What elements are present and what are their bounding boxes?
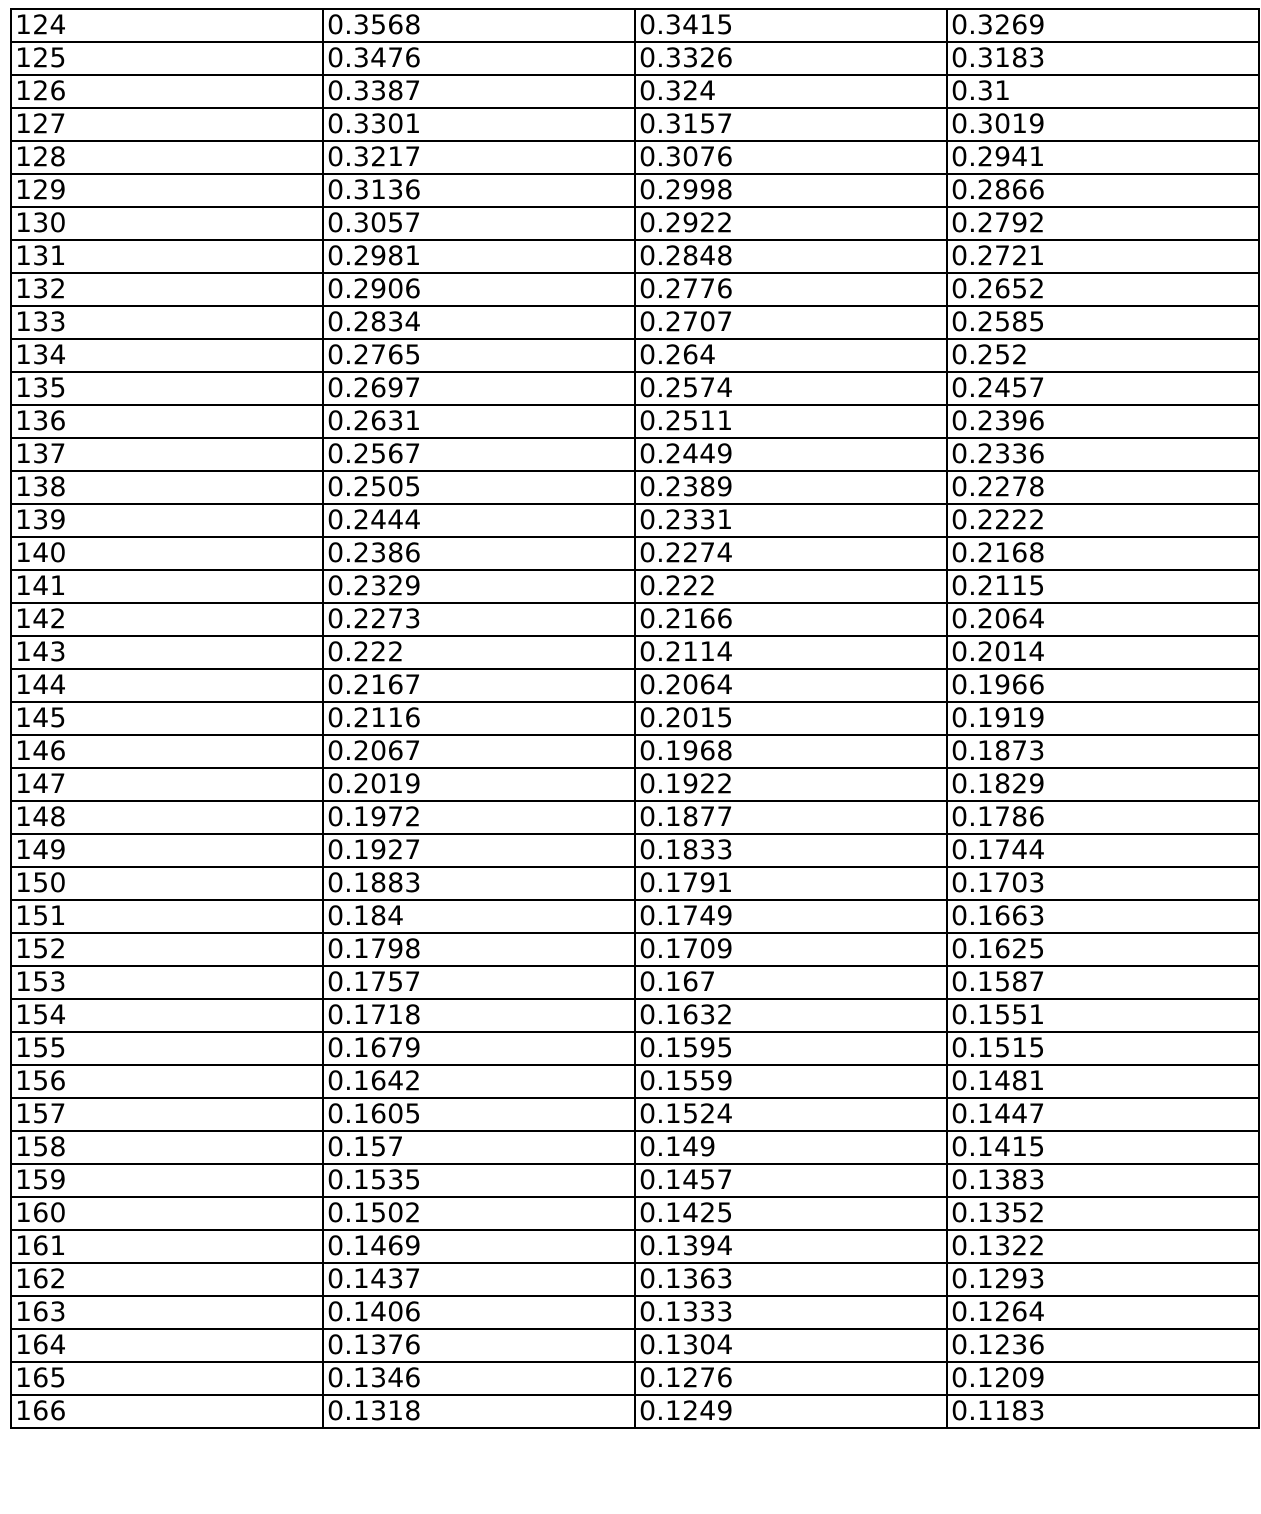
value-cell[interactable]: 0.1524 [635,1098,947,1131]
row-index-cell[interactable]: 144 [11,669,323,702]
value-cell[interactable]: 0.3057 [323,207,635,240]
row-index-cell[interactable]: 143 [11,636,323,669]
row-index-cell[interactable]: 148 [11,801,323,834]
row-index-cell[interactable]: 159 [11,1164,323,1197]
row-index-cell[interactable]: 163 [11,1296,323,1329]
value-cell[interactable]: 0.1798 [323,933,635,966]
value-cell[interactable]: 0.2585 [947,306,1259,339]
value-cell[interactable]: 0.1346 [323,1362,635,1395]
value-cell[interactable]: 0.2866 [947,174,1259,207]
value-cell[interactable]: 0.1757 [323,966,635,999]
row-index-cell[interactable]: 134 [11,339,323,372]
row-index-cell[interactable]: 130 [11,207,323,240]
value-cell[interactable]: 0.2449 [635,438,947,471]
table-row [11,1362,1259,1395]
value-cell[interactable]: 0.2114 [635,636,947,669]
value-cell[interactable]: 0.1587 [947,966,1259,999]
value-cell[interactable]: 0.1966 [947,669,1259,702]
value-cell[interactable]: 0.1625 [947,933,1259,966]
value-cell[interactable]: 0.2981 [323,240,635,273]
value-cell[interactable]: 0.2278 [947,471,1259,504]
value-cell[interactable]: 0.1447 [947,1098,1259,1131]
value-cell[interactable]: 0.1718 [323,999,635,1032]
table-row [11,1230,1259,1263]
value-cell[interactable]: 0.1873 [947,735,1259,768]
value-cell[interactable]: 0.3157 [635,108,947,141]
value-cell[interactable]: 0.1383 [947,1164,1259,1197]
table-row [11,75,1259,108]
spreadsheet-table [10,8,1258,1429]
value-cell[interactable]: 0.1968 [635,735,947,768]
value-cell[interactable]: 0.1632 [635,999,947,1032]
value-cell[interactable]: 0.2167 [323,669,635,702]
value-cell[interactable]: 0.2792 [947,207,1259,240]
value-cell[interactable]: 0.1437 [323,1263,635,1296]
value-cell[interactable]: 0.1877 [635,801,947,834]
value-cell[interactable]: 0.1209 [947,1362,1259,1395]
value-cell[interactable]: 0.3269 [947,9,1259,42]
row-index-cell[interactable]: 141 [11,570,323,603]
table-row [11,900,1259,933]
value-cell[interactable]: 0.3568 [323,9,635,42]
table-row [11,966,1259,999]
value-cell[interactable]: 0.1264 [947,1296,1259,1329]
value-cell[interactable]: 0.222 [635,570,947,603]
value-cell[interactable]: 0.1709 [635,933,947,966]
table-row [11,405,1259,438]
value-cell[interactable]: 0.1833 [635,834,947,867]
value-cell[interactable]: 0.2336 [947,438,1259,471]
row-index-cell[interactable]: 155 [11,1032,323,1065]
value-cell[interactable]: 0.149 [635,1131,947,1164]
value-cell[interactable]: 0.2765 [323,339,635,372]
table-row [11,1164,1259,1197]
value-cell[interactable]: 0.3387 [323,75,635,108]
table-row [11,504,1259,537]
value-cell[interactable]: 0.3136 [323,174,635,207]
value-cell[interactable]: 0.2064 [635,669,947,702]
value-cell[interactable]: 0.2115 [947,570,1259,603]
value-cell[interactable]: 0.1394 [635,1230,947,1263]
table-row [11,1263,1259,1296]
value-cell[interactable]: 0.1276 [635,1362,947,1395]
table-row [11,240,1259,273]
table-row [11,1197,1259,1230]
row-index-cell[interactable]: 154 [11,999,323,1032]
value-cell[interactable]: 0.3415 [635,9,947,42]
value-cell[interactable]: 0.2457 [947,372,1259,405]
row-index-cell[interactable]: 139 [11,504,323,537]
row-index-cell[interactable]: 135 [11,372,323,405]
table-row [11,636,1259,669]
row-index-cell[interactable]: 129 [11,174,323,207]
table-row [11,801,1259,834]
value-cell[interactable]: 0.1481 [947,1065,1259,1098]
table-row [11,438,1259,471]
table-row [11,339,1259,372]
value-cell[interactable]: 0.1703 [947,867,1259,900]
row-index-cell[interactable]: 156 [11,1065,323,1098]
value-cell[interactable]: 0.2329 [323,570,635,603]
row-index-cell[interactable]: 140 [11,537,323,570]
table-row [11,306,1259,339]
value-cell[interactable]: 0.222 [323,636,635,669]
value-cell[interactable]: 0.1415 [947,1131,1259,1164]
value-cell[interactable]: 0.1829 [947,768,1259,801]
table-row [11,273,1259,306]
table-row [11,735,1259,768]
value-cell[interactable]: 0.1318 [323,1395,635,1428]
value-cell[interactable]: 0.1595 [635,1032,947,1065]
value-cell[interactable]: 0.1406 [323,1296,635,1329]
table-row [11,1098,1259,1131]
table-row [11,768,1259,801]
data-grid [10,8,1260,1429]
table-row [11,603,1259,636]
value-cell[interactable]: 0.1515 [947,1032,1259,1065]
value-cell[interactable]: 0.157 [323,1131,635,1164]
row-index-cell[interactable]: 131 [11,240,323,273]
table-row [11,537,1259,570]
row-index-cell[interactable]: 127 [11,108,323,141]
row-index-cell[interactable]: 124 [11,9,323,42]
value-cell[interactable]: 0.2834 [323,306,635,339]
table-row [11,9,1259,42]
value-cell[interactable]: 0.3326 [635,42,947,75]
value-cell[interactable]: 0.1322 [947,1230,1259,1263]
value-cell[interactable]: 0.1744 [947,834,1259,867]
value-cell[interactable]: 0.1551 [947,999,1259,1032]
table-row [11,42,1259,75]
value-cell[interactable]: 0.2707 [635,306,947,339]
value-cell[interactable]: 0.2998 [635,174,947,207]
table-row [11,1131,1259,1164]
value-cell[interactable]: 0.2386 [323,537,635,570]
table-row [11,1065,1259,1098]
value-cell[interactable]: 0.184 [323,900,635,933]
table-row [11,1296,1259,1329]
table-row [11,1329,1259,1362]
row-index-cell[interactable]: 166 [11,1395,323,1428]
value-cell[interactable]: 0.1927 [323,834,635,867]
table-row [11,471,1259,504]
value-cell[interactable]: 0.1922 [635,768,947,801]
value-cell[interactable]: 0.3019 [947,108,1259,141]
row-index-cell[interactable]: 158 [11,1131,323,1164]
value-cell[interactable]: 0.3476 [323,42,635,75]
value-cell[interactable]: 0.2444 [323,504,635,537]
value-cell[interactable]: 0.2848 [635,240,947,273]
table-row [11,570,1259,603]
row-index-cell[interactable]: 132 [11,273,323,306]
table-row [11,141,1259,174]
table-row [11,702,1259,735]
row-index-cell[interactable]: 149 [11,834,323,867]
value-cell[interactable]: 0.2331 [635,504,947,537]
table-row [11,207,1259,240]
row-index-cell[interactable]: 146 [11,735,323,768]
value-cell[interactable]: 0.2389 [635,471,947,504]
value-cell[interactable]: 0.1376 [323,1329,635,1362]
table-body [11,9,1259,1428]
value-cell[interactable]: 0.2505 [323,471,635,504]
value-cell[interactable]: 0.1642 [323,1065,635,1098]
value-cell[interactable]: 0.2574 [635,372,947,405]
value-cell[interactable]: 0.1249 [635,1395,947,1428]
value-cell[interactable]: 0.1791 [635,867,947,900]
value-cell[interactable]: 0.1352 [947,1197,1259,1230]
value-cell[interactable]: 0.1919 [947,702,1259,735]
table-row [11,108,1259,141]
value-cell[interactable]: 0.2721 [947,240,1259,273]
value-cell[interactable]: 0.3217 [323,141,635,174]
value-cell[interactable]: 0.2019 [323,768,635,801]
row-index-cell[interactable]: 161 [11,1230,323,1263]
table-row [11,1395,1259,1428]
row-index-cell[interactable]: 160 [11,1197,323,1230]
value-cell[interactable]: 0.1293 [947,1263,1259,1296]
value-cell[interactable]: 0.1304 [635,1329,947,1362]
value-cell[interactable]: 0.2222 [947,504,1259,537]
table-row [11,867,1259,900]
row-index-cell[interactable]: 152 [11,933,323,966]
table-row [11,834,1259,867]
row-index-cell[interactable]: 151 [11,900,323,933]
value-cell[interactable]: 0.3076 [635,141,947,174]
value-cell[interactable]: 0.1457 [635,1164,947,1197]
row-index-cell[interactable]: 125 [11,42,323,75]
value-cell[interactable]: 0.3301 [323,108,635,141]
value-cell[interactable]: 0.2906 [323,273,635,306]
value-cell[interactable]: 0.1786 [947,801,1259,834]
row-index-cell[interactable]: 165 [11,1362,323,1395]
value-cell[interactable]: 0.2168 [947,537,1259,570]
table-row [11,372,1259,405]
value-cell[interactable]: 0.1535 [323,1164,635,1197]
value-cell[interactable]: 0.2064 [947,603,1259,636]
value-cell[interactable]: 0.1183 [947,1395,1259,1428]
value-cell[interactable]: 0.2922 [635,207,947,240]
value-cell[interactable]: 0.1363 [635,1263,947,1296]
row-index-cell[interactable]: 150 [11,867,323,900]
row-index-cell[interactable]: 128 [11,141,323,174]
value-cell[interactable]: 0.2652 [947,273,1259,306]
value-cell[interactable]: 0.1236 [947,1329,1259,1362]
row-index-cell[interactable]: 142 [11,603,323,636]
value-cell[interactable]: 0.2511 [635,405,947,438]
value-cell[interactable]: 0.1883 [323,867,635,900]
value-cell[interactable]: 0.1972 [323,801,635,834]
table-row [11,933,1259,966]
row-index-cell[interactable]: 147 [11,768,323,801]
value-cell[interactable]: 0.252 [947,339,1259,372]
value-cell[interactable]: 0.31 [947,75,1259,108]
value-cell[interactable]: 0.1663 [947,900,1259,933]
value-cell[interactable]: 0.1333 [635,1296,947,1329]
table-row [11,669,1259,702]
value-cell[interactable]: 0.2274 [635,537,947,570]
row-index-cell[interactable]: 162 [11,1263,323,1296]
row-index-cell[interactable]: 145 [11,702,323,735]
value-cell[interactable]: 0.264 [635,339,947,372]
value-cell[interactable]: 0.2396 [947,405,1259,438]
value-cell[interactable]: 0.1469 [323,1230,635,1263]
value-cell[interactable]: 0.2067 [323,735,635,768]
value-cell[interactable]: 0.1502 [323,1197,635,1230]
table-row [11,174,1259,207]
value-cell[interactable]: 0.2116 [323,702,635,735]
value-cell[interactable]: 0.2567 [323,438,635,471]
row-index-cell[interactable]: 138 [11,471,323,504]
value-cell[interactable]: 0.2697 [323,372,635,405]
table-row [11,999,1259,1032]
table-row [11,1032,1259,1065]
value-cell[interactable]: 0.1749 [635,900,947,933]
value-cell[interactable]: 0.2014 [947,636,1259,669]
value-cell[interactable]: 0.2273 [323,603,635,636]
row-index-cell[interactable]: 153 [11,966,323,999]
value-cell[interactable]: 0.2941 [947,141,1259,174]
row-index-cell[interactable]: 157 [11,1098,323,1131]
row-index-cell[interactable]: 164 [11,1329,323,1362]
row-index-cell[interactable]: 126 [11,75,323,108]
value-cell[interactable]: 0.2015 [635,702,947,735]
value-cell[interactable]: 0.3183 [947,42,1259,75]
value-cell[interactable]: 0.324 [635,75,947,108]
value-cell[interactable]: 0.1679 [323,1032,635,1065]
value-cell[interactable]: 0.1605 [323,1098,635,1131]
row-index-cell[interactable]: 136 [11,405,323,438]
value-cell[interactable]: 0.1559 [635,1065,947,1098]
value-cell[interactable]: 0.2166 [635,603,947,636]
row-index-cell[interactable]: 133 [11,306,323,339]
value-cell[interactable]: 0.167 [635,966,947,999]
value-cell[interactable]: 0.1425 [635,1197,947,1230]
row-index-cell[interactable]: 137 [11,438,323,471]
value-cell[interactable]: 0.2776 [635,273,947,306]
value-cell[interactable]: 0.2631 [323,405,635,438]
